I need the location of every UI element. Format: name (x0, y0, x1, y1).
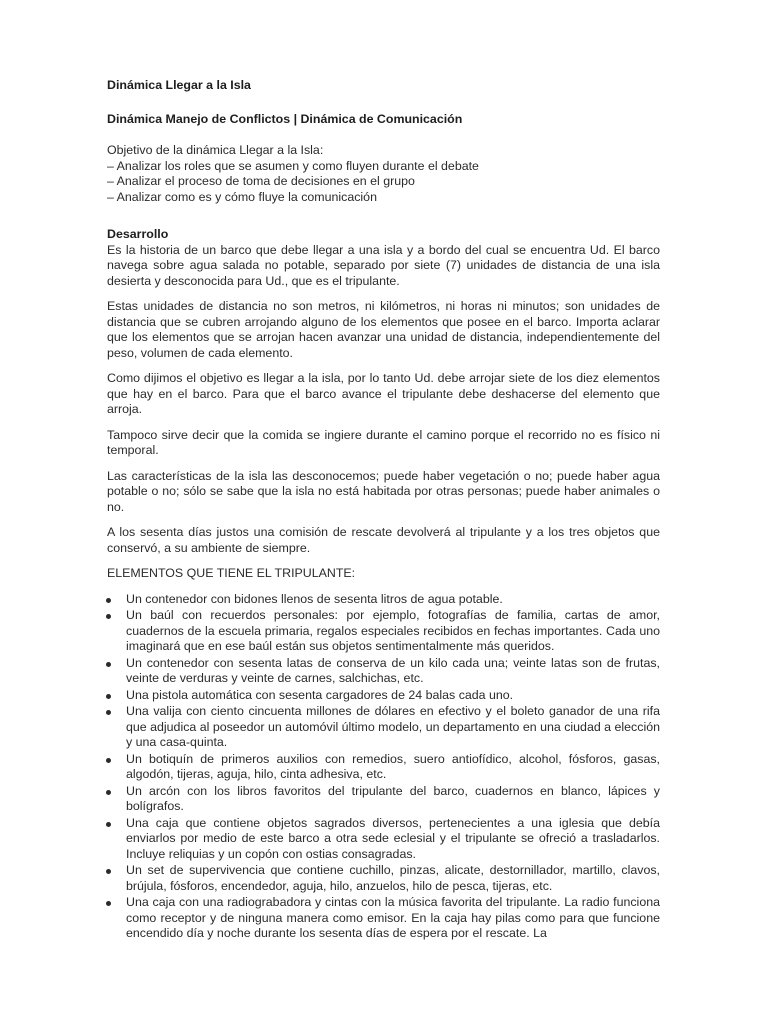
bullet-icon (106, 614, 111, 619)
bullet-icon (106, 822, 111, 827)
list-item-text: Un botiquín de primeros auxilios con remedios, suero antiofídico, alcohol, fósforos, gasas, algodón, tijeras, aguja, hilo, cinta adhesiva, etc. (126, 751, 660, 781)
bullet-icon (106, 662, 111, 667)
paragraph: Tampoco sirve decir que la comida se ingiere durante el camino porque el recorrido no es físico ni temporal. (107, 427, 660, 457)
paragraph: Las características de la isla las desconocemos; puede haber vegetación o no; puede haber agua potable o no; sólo se sabe que la isla no está habitada por otras personas; puede haber animales o no. (107, 468, 660, 514)
objective-item: – Analizar el proceso de toma de decisiones en el grupo (107, 174, 415, 188)
paragraph: Estas unidades de distancia no son metros, ni kilómetros, ni horas ni minutos; son unidades de distancia que se cubren arrojando alguno de los elementos que posee en el barco. Importa aclarar que los elementos que se arrojan hacen avanzar una unidad de distancia, independientemente del peso, volumen de cada elemento. (107, 299, 660, 360)
list-item (107, 688, 660, 704)
list-item (107, 608, 660, 655)
list-item-text: Una pistola automática con sesenta cargadores de 24 balas cada uno. (126, 687, 514, 702)
document-subtitle: Dinámica Manejo de Conflictos | Dinámica de Comunicación (107, 111, 463, 126)
elements-heading: ELEMENTOS QUE TIENE EL TRIPULANTE: (107, 566, 356, 580)
bullet-icon (106, 790, 111, 795)
list-item (107, 863, 660, 894)
list-item-text: Una valija con ciento cincuenta millones de dólares en efectivo y el boleto ganador de una rifa que adjudica al poseedor un automóvil último modelo, un departamento en una ciudad a elección y una casa-quinta. (126, 704, 660, 749)
list-item (107, 784, 660, 815)
bullet-icon (106, 901, 111, 906)
list-item-text: Una caja con una radiograbadora y cintas con la música favorita del tripulante. La radio funciona como receptor y de ninguna manera como emisor. En la caja hay pilas como para que funcione encendido día y noche durante los sesenta días de espera por el rescate. La (126, 895, 660, 940)
document-title: Dinámica Llegar a la Isla (107, 78, 251, 92)
list-item-text: Un contenedor con sesenta latas de conserva de un kilo cada una; veinte latas son de frutas, veinte de verduras y veinte de carnes, salchichas, etc. (126, 655, 660, 685)
objective-item: – Analizar como es y cómo fluye la comunicación (107, 189, 377, 204)
paragraph: A los sesenta días justos una comisión de rescate devolverá al tripulante y a los tres objetos que conservó, a su ambiente de siempre. (107, 525, 660, 555)
bullet-icon (106, 710, 111, 715)
list-item-text: Un arcón con los libros favoritos del tripulante del barco, cuadernos en blanco, lápices y bolígrafos. (126, 783, 660, 813)
list-item (107, 752, 660, 783)
bullet-icon (106, 758, 111, 763)
list-item (107, 656, 660, 687)
list-item (107, 816, 660, 863)
objective-block (107, 143, 660, 205)
objective-intro: Objetivo de la dinámica Llegar a la Isla: (107, 143, 324, 157)
bullet-icon (106, 694, 111, 699)
elements-list (107, 592, 660, 942)
list-item-text: Un baúl con recuerdos personales: por ejemplo, fotografías de familia, cartas de amor, cuadernos de la escuela primaria, regalos especiales recibidos en fechas importantes. Cada uno imaginará que en ese baúl están sus objetos sentimentalmente más queridos. (126, 608, 660, 653)
list-item-text: Un set de supervivencia que contiene cuchillo, pinzas, alicate, destornillador, martillo, clavos, brújula, fósforos, encendedor, aguja, hilo, anzuelos, hilo de pesca, tijeras, etc. (126, 863, 660, 893)
objective-item: – Analizar los roles que se asumen y como fluyen durante el debate (107, 158, 479, 173)
list-item-text: Un contenedor con bidones llenos de sesenta litros de agua potable. (126, 591, 503, 606)
list-item-text: Una caja que contiene objetos sagrados diversos, pertenecientes a una iglesia que debía enviarlos por medio de este barco a otra sede eclesial y el tripulante se ofreció a trasladarlos. Incluye reliquias y un copón con ostias consagradas. (126, 815, 660, 861)
paragraph: Es la historia de un barco que debe llegar a una isla y a bordo del cual se encuentra Ud. El barco navega sobre agua salada no potable, separado por siete (7) unidades de distancia de una isla desierta y desconocida para Ud., que es el tripulante. (107, 242, 660, 288)
list-item (107, 895, 660, 942)
list-item (107, 704, 660, 751)
development-heading: Desarrollo (107, 227, 169, 241)
paragraph: Como dijimos el objetivo es llegar a la isla, por lo tanto Ud. debe arrojar siete de los diez elementos que hay en el barco. Para que el barco avance el tripulante debe deshacerse del elemento que arroja. (107, 371, 660, 416)
bullet-icon (106, 869, 111, 874)
bullet-icon (106, 598, 111, 603)
list-item (107, 592, 660, 608)
document-page (107, 78, 660, 943)
